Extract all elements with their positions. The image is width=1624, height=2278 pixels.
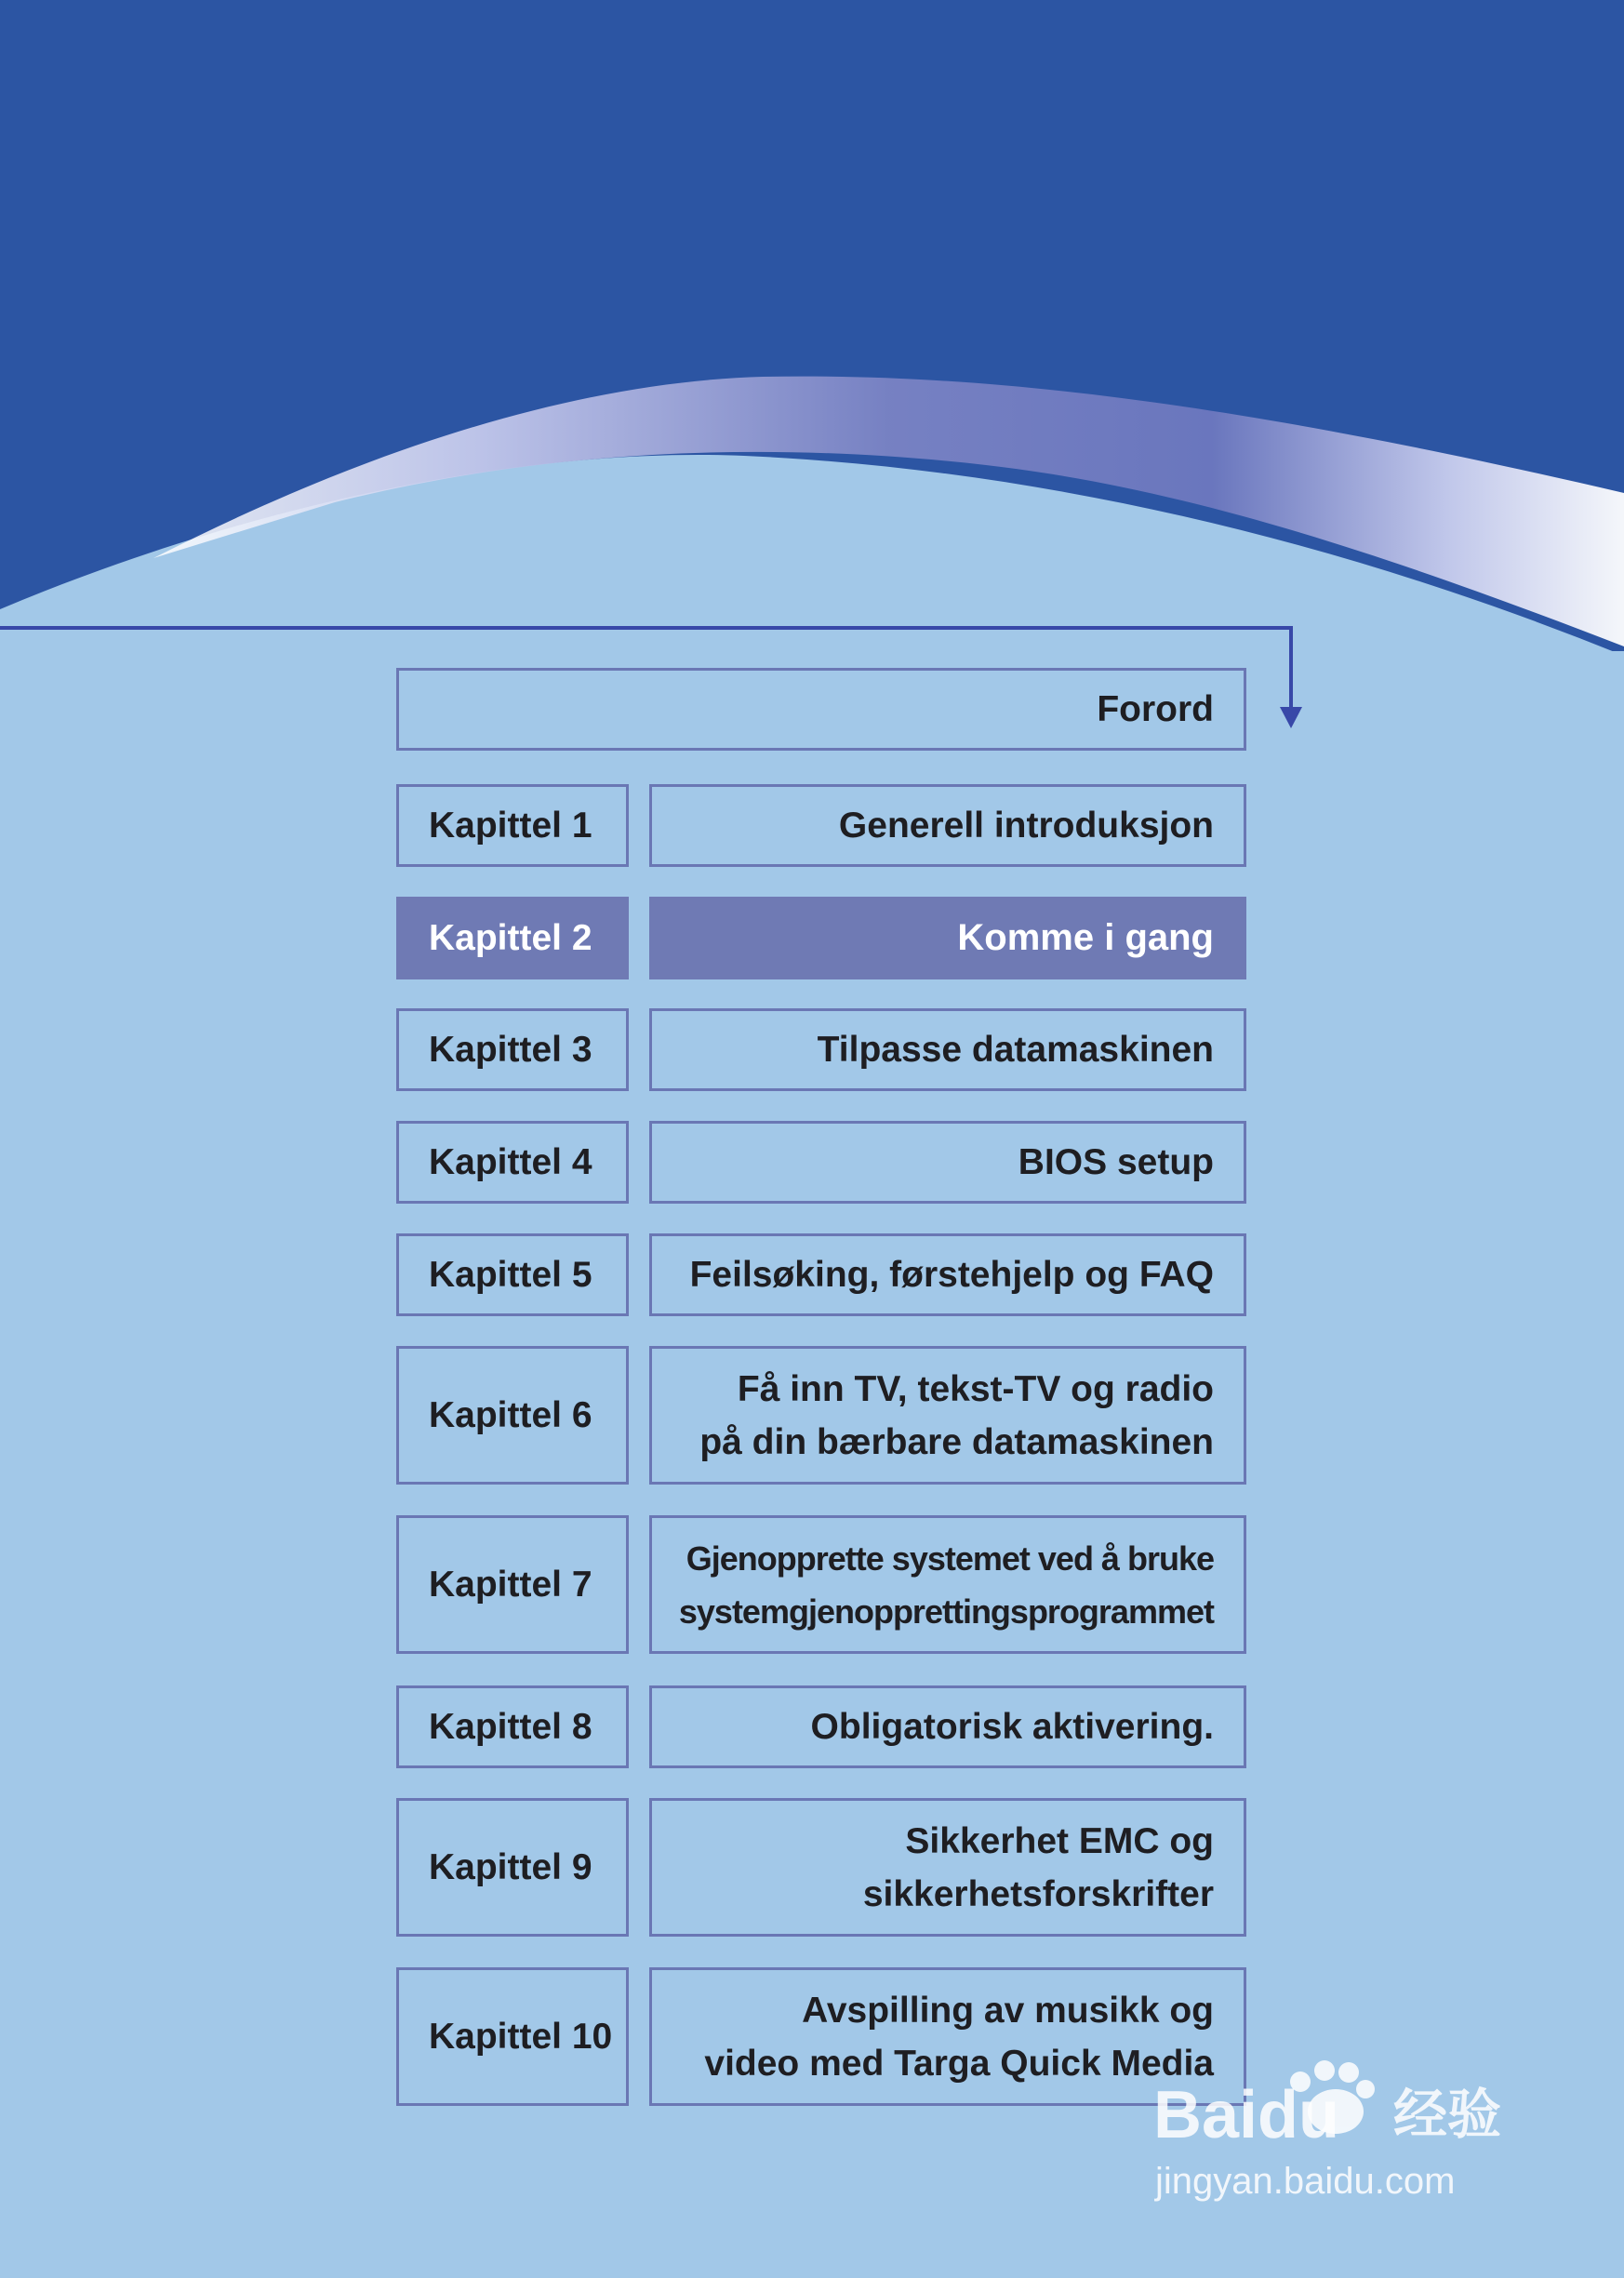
watermark-cn: 经验 bbox=[1393, 2083, 1502, 2146]
chapter-title-line: Feilsøking, førstehjelp og FAQ bbox=[689, 1255, 1214, 1295]
chapter-number-label: Kapittel 4 bbox=[429, 1141, 592, 1182]
chapter-title-box[interactable] bbox=[649, 1798, 1246, 1937]
chapter-number-label: Kapittel 8 bbox=[429, 1706, 592, 1747]
chapter-title bbox=[818, 1023, 1214, 1076]
chapter-title bbox=[863, 1815, 1214, 1921]
chapter-title-box[interactable] bbox=[649, 1515, 1246, 1654]
chapter-number-label: Kapittel 7 bbox=[429, 1564, 592, 1605]
chapter-title bbox=[1018, 1136, 1214, 1189]
chapter-title bbox=[704, 1984, 1214, 2090]
foreword-box[interactable] bbox=[396, 668, 1246, 751]
chapter-number-label: Kapittel 3 bbox=[429, 1029, 592, 1070]
chapter-title-box[interactable] bbox=[649, 897, 1246, 979]
chapter-title-line: Sikkerhet EMC og bbox=[905, 1820, 1214, 1861]
chapter-title bbox=[957, 912, 1214, 965]
chapter-title-line: Generell introduksjon bbox=[838, 806, 1214, 846]
chapter-number-box[interactable] bbox=[396, 1346, 629, 1485]
chapter-number-box[interactable] bbox=[396, 1121, 629, 1204]
chapter-number-box[interactable] bbox=[396, 1685, 629, 1768]
chapter-title-box[interactable] bbox=[649, 1346, 1246, 1485]
chapter-number-label: Kapittel 2 bbox=[429, 917, 592, 958]
chapter-number-label: Kapittel 10 bbox=[429, 2016, 613, 2057]
chapter-number-box[interactable] bbox=[396, 1515, 629, 1654]
chapter-number-box[interactable] bbox=[396, 897, 629, 979]
watermark-url: jingyan.baidu.com bbox=[1155, 2161, 1456, 2202]
chapter-title bbox=[811, 1700, 1214, 1753]
chapter-number-box[interactable] bbox=[396, 1798, 629, 1937]
chapter-title-line: systemgjenopprettingsprogrammet bbox=[678, 1592, 1214, 1631]
chapter-title-box[interactable] bbox=[649, 1233, 1246, 1316]
chapter-title bbox=[699, 1363, 1214, 1469]
chapter-title-line: Tilpasse datamaskinen bbox=[817, 1030, 1214, 1070]
chapter-number-box[interactable] bbox=[396, 1967, 629, 2106]
chapter-title-line: BIOS setup bbox=[1018, 1142, 1214, 1182]
chapter-title-line: Obligatorisk aktivering. bbox=[810, 1707, 1214, 1747]
baidu-watermark bbox=[1153, 2035, 1525, 2221]
chapter-title-line: sikkerhetsforskrifter bbox=[862, 1873, 1214, 1914]
watermark-brand: Baidu bbox=[1153, 2078, 1340, 2152]
chapter-title bbox=[690, 1248, 1214, 1301]
chapter-number-box[interactable] bbox=[396, 1233, 629, 1316]
chapter-number-box[interactable] bbox=[396, 1008, 629, 1091]
chapter-title-line: Gjenopprette systemet ved å bruke bbox=[686, 1539, 1214, 1578]
chapter-number-label: Kapittel 1 bbox=[429, 805, 592, 846]
chapter-title-box[interactable] bbox=[649, 784, 1246, 867]
chapter-number-label: Kapittel 9 bbox=[429, 1846, 592, 1887]
chapter-title-line: Få inn TV, tekst-TV og radio bbox=[737, 1368, 1214, 1409]
chapter-title-line: Avspilling av musikk og bbox=[802, 1990, 1214, 2031]
chapter-number-label: Kapittel 6 bbox=[429, 1394, 592, 1435]
chapter-number-box[interactable] bbox=[396, 784, 629, 867]
chapter-title-box[interactable] bbox=[649, 1008, 1246, 1091]
foreword-label: Forord bbox=[1097, 689, 1214, 729]
chapter-title-line: Komme i gang bbox=[957, 917, 1214, 958]
chapter-title-line: på din bærbare datamaskinen bbox=[699, 1421, 1214, 1462]
chapter-title-box[interactable] bbox=[649, 1685, 1246, 1768]
chapter-number-label: Kapittel 5 bbox=[429, 1254, 592, 1295]
chapter-title-line: video med Targa Quick Media bbox=[704, 2043, 1214, 2084]
chapter-title-box[interactable] bbox=[649, 1121, 1246, 1204]
chapter-title bbox=[839, 799, 1214, 852]
chapter-title bbox=[679, 1532, 1214, 1638]
